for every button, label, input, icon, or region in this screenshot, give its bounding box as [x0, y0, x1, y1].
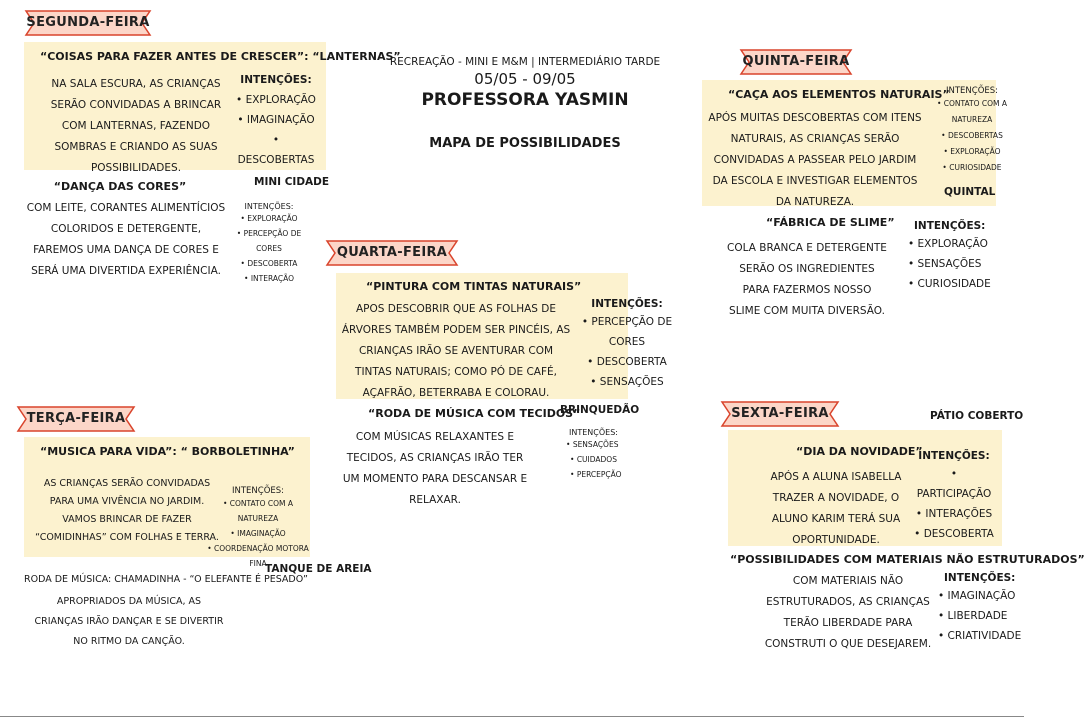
sexta-activity1-title: “DIA DA NOVIDADE” [796, 445, 923, 458]
intention-item: • COORDENAÇÃO MOTORA FINA [206, 541, 310, 571]
intentions-heading: INTENÇÕES: [591, 298, 663, 310]
intentions-list [226, 211, 312, 286]
intention-item: • DESCOBERTAS [236, 130, 316, 170]
sexta-activity2-title: “POSSIBILIDADES COM MATERIAIS NÃO ESTRUTURADOS” [730, 553, 1085, 566]
intentions-heading: INTENÇÕES: [569, 428, 618, 437]
intentions-list [920, 96, 1024, 176]
terca-activity2-description: APROPRIADOS DA MÚSICA, AS CRIANÇAS IRÃO DANÇAR E SE DIVERTIR NO RITMO DA CANÇÃO. [34, 596, 224, 647]
intention-item: • EXPLORAÇÃO [236, 90, 316, 110]
segunda-activity2-title: “DANÇA DAS CORES” [53, 180, 187, 193]
sexta-activity1-intentions [912, 450, 996, 544]
day-label-terca: TERÇA-FEIRA [26, 411, 126, 426]
quarta-activity2-title: “RODA DE MÚSICA COM TECIDOS” [368, 407, 581, 420]
day-label-sexta: SEXTA-FEIRA [731, 406, 829, 421]
intentions-heading: INTENÇÕES: [240, 74, 312, 86]
intention-item: • CURIOSIDADE [920, 160, 1024, 176]
intentions-list [938, 586, 1022, 646]
intentions-heading: INTENÇÕES: [945, 86, 999, 96]
intention-item: • DESCOBERTAS [920, 128, 1024, 144]
intentions-heading: INTENÇÕES: [231, 486, 285, 496]
quinta-activity1-title: “CAÇA AOS ELEMENTOS NATURAIS” [728, 88, 950, 101]
intentions-list [206, 496, 310, 571]
quinta-activity2-title: “FÁBRICA DE SLIME” [766, 216, 895, 229]
quinta-activity1-description: APÓS MUITAS DESCOBERTAS COM ITENS NATURAIS, AS CRIANÇAS SERÃO CONVIDADAS A PASSEAR PELO JARDIM DA ESCOLA E INVESTIGAR ELEMENTOS DA NATUREZA. [708, 112, 922, 208]
intentions-heading: INTENÇÕES: [944, 572, 1016, 584]
intention-item: • EXPLORAÇÃO [920, 144, 1024, 160]
day-label-quarta: QUARTA-FEIRA [336, 245, 448, 260]
day-banner-quinta [741, 48, 851, 76]
intention-item: • PARTICIPAÇÃO [912, 464, 996, 504]
segunda-activity1-intentions [236, 74, 316, 170]
quarta-activity1-description: APOS DESCOBRIR QUE AS FOLHAS DE ÁRVORES TAMBÉM PODEM SER PINCÉIS, AS CRIANÇAS IRÃO SE AVENTURAR COM TINTAS NATURAIS; COMO PÓ DE CAFÉ, AÇAFRÃO, BETERRABA E COLORAU. [341, 303, 571, 399]
header [380, 56, 670, 151]
day-banner-terca [18, 405, 134, 433]
header-subtitle: RECREAÇÃO - MINI E M&M | INTERMEDIÁRIO TARDE [389, 56, 661, 68]
day-banner-sexta [722, 400, 838, 428]
intentions-heading: INTENÇÕES: [914, 220, 986, 232]
intention-item: • DESCOBERTA [226, 256, 312, 271]
intentions-list [236, 90, 316, 170]
intention-item: • SENSAÇÕES [908, 254, 1008, 274]
terca-place: TANQUE DE AREIA [265, 563, 372, 575]
terca-activity1-description: AS CRIANÇAS SERÃO CONVIDADAS PARA UMA VIVÊNCIA NO JARDIM. VAMOS BRINCAR DE FAZER “COMIDINHAS” COM FOLHAS E TERRA. [35, 478, 219, 543]
quarta-activity2-intentions [566, 428, 636, 482]
header-dates: 05/05 - 09/05 [474, 70, 576, 88]
quinta-place: QUINTAL [944, 186, 996, 198]
intention-item: • CRIATIVIDADE [938, 626, 1022, 646]
intention-item: • CONTATO COM A NATUREZA [206, 496, 310, 526]
intention-item: • CURIOSIDADE [908, 274, 1008, 294]
quarta-place: BRINQUEDÃO [560, 404, 640, 416]
day-banner-quarta [327, 239, 457, 267]
quarta-activity1-intentions [574, 298, 680, 392]
quinta-activity2-intentions [908, 220, 1008, 294]
intention-item: • IMAGINAÇÃO [938, 586, 1022, 606]
intention-item: • DESCOBERTA [574, 352, 680, 372]
intentions-list [574, 312, 680, 392]
intention-item: • CUIDADOS [566, 452, 636, 467]
sexta-activity2-intentions [938, 572, 1022, 646]
intention-item: • EXPLORAÇÃO [908, 234, 1008, 254]
day-label-segunda: SEGUNDA-FEIRA [26, 15, 150, 30]
intention-item: • PERCEPÇÃO DE CORES [226, 226, 312, 256]
day-label-quinta: QUINTA-FEIRA [742, 54, 850, 69]
intentions-list [908, 234, 1008, 294]
intentions-heading: INTENÇÕES: [244, 202, 294, 211]
intention-item: • IMAGINAÇÃO [206, 526, 310, 541]
intention-item: • SENSAÇÕES [566, 437, 636, 452]
intention-item: • INTERAÇÃO [226, 271, 312, 286]
teacher-name: PROFESSORA YASMIN [421, 90, 629, 110]
intention-item: • CONTATO COM A NATUREZA [920, 96, 1024, 128]
intentions-list [912, 464, 996, 544]
segunda-activity2-intentions [226, 202, 312, 286]
page-bottom-divider [0, 716, 1024, 717]
intention-item: • DESCOBERTA [912, 524, 996, 544]
quinta-activity2-description: COLA BRANCA E DETERGENTE SERÃO OS INGREDIENTES PARA FAZERMOS NOSSO SLIME COM MUITA DIVERSÃO. [727, 242, 887, 317]
sexta-place: PÁTIO COBERTO [930, 410, 1024, 422]
terca-activity2-title: RODA DE MÚSICA: CHAMADINHA - “O ELEFANTE É PESADO” [24, 574, 308, 585]
quarta-activity1-title: “PINTURA COM TINTAS NATURAIS” [366, 280, 582, 293]
intentions-list [566, 437, 636, 482]
intention-item: • SENSAÇÕES [574, 372, 680, 392]
terca-activity1-intentions [206, 486, 310, 571]
segunda-activity1-description: NA SALA ESCURA, AS CRIANÇAS SERÃO CONVIDADAS A BRINCAR COM LANTERNAS, FAZENDO SOMBRAS E CRIANDO AS SUAS POSSIBILIDADES. [50, 78, 222, 174]
quinta-activity1-intentions [920, 86, 1024, 176]
intentions-heading: INTENÇÕES: [918, 450, 990, 462]
segunda-place: MINI CIDADE [254, 176, 330, 188]
intention-item: • PERCEPÇÃO [566, 467, 636, 482]
intention-item: • EXPLORAÇÃO [226, 211, 312, 226]
segunda-activity1-title: “COISAS PARA FAZER ANTES DE CRESCER”: “LANTERNAS” [40, 50, 401, 63]
intention-item: • LIBERDADE [938, 606, 1022, 626]
intention-item: • INTERAÇÕES [912, 504, 996, 524]
quarta-activity2-description: COM MÚSICAS RELAXANTES E TECIDOS, AS CRIANÇAS IRÃO TER UM MOMENTO PARA DESCANSAR E RELAXAR. [342, 431, 528, 506]
map-title: MAPA DE POSSIBILIDADES [429, 136, 621, 151]
segunda-activity2-description: COM LEITE, CORANTES ALIMENTÍCIOS COLORIDOS E DETERGENTE, FAREMOS UMA DANÇA DE CORES E SERÁ UMA DIVERTIDA EXPERIÊNCIA. [26, 202, 226, 277]
terca-activity1-title: “MUSICA PARA VIDA”: “ BORBOLETINHA” [40, 445, 295, 458]
sexta-activity2-description: COM MATERIAIS NÃO ESTRUTURADOS, AS CRIANÇAS TERÃO LIBERDADE PARA CONSTRUTI O QUE DESEJAREM. [764, 575, 932, 650]
intention-item: • IMAGINAÇÃO [236, 110, 316, 130]
sexta-activity1-description: APÓS A ALUNA ISABELLA TRAZER A NOVIDADE, O ALUNO KARIM TERÁ SUA OPORTUNIDADE. [770, 471, 902, 546]
intention-item: • PERCEPÇÃO DE CORES [574, 312, 680, 352]
day-banner-segunda [26, 9, 150, 37]
